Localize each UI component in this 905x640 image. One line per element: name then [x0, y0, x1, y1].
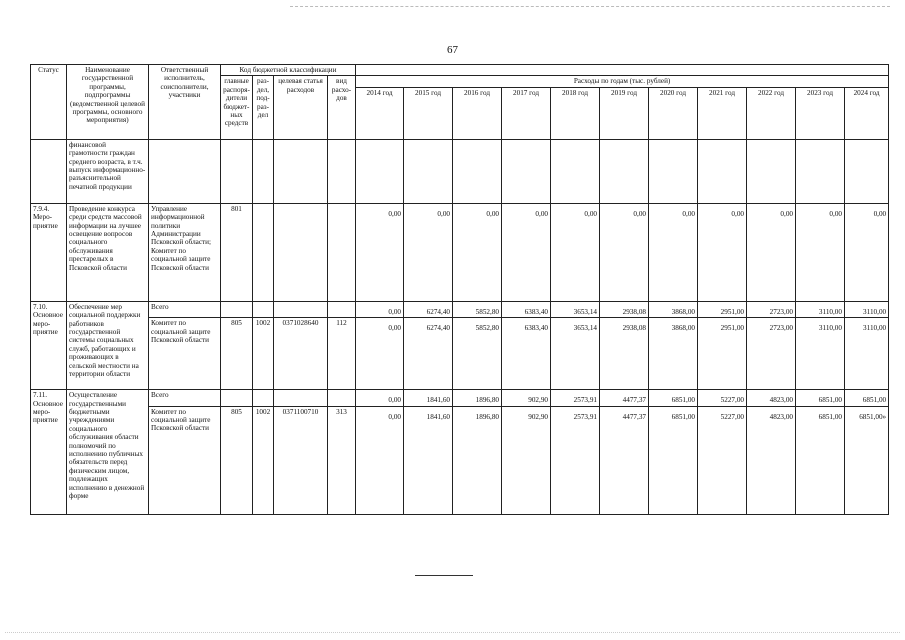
header-executor: Ответственный исполнитель, соисполнители, участники: [149, 65, 221, 140]
cell-value: 3110,00: [845, 318, 889, 390]
cell-value: 6851,00: [649, 406, 698, 514]
cell-vr: 112: [328, 318, 356, 390]
cell-csr: [274, 301, 328, 317]
cell-value: [698, 139, 747, 203]
cell-executor: [149, 139, 221, 203]
cell-value: [502, 139, 551, 203]
cell-executor: Всего: [149, 301, 221, 317]
cell-name: Осуществление государственными бюджетными учреждениями социального обслуживания области полномочий по исполнению публичных обязательств перед физическим лицом, подлежащих исполнению в денежной форме: [67, 390, 149, 514]
cell-grbs: [221, 390, 253, 406]
table-row: [31, 203, 889, 301]
cell-value: 0,00: [453, 203, 502, 301]
cell-value: 902,90: [502, 390, 551, 406]
cell-value: [796, 139, 845, 203]
cell-value: 4823,00: [747, 390, 796, 406]
budget-table: [30, 64, 889, 515]
table-body: [31, 139, 889, 514]
cell-value: 6383,40: [502, 318, 551, 390]
cell-grbs: 801: [221, 203, 253, 301]
cell-value: 6851,00: [796, 406, 845, 514]
header-year: 2024 год: [845, 87, 889, 139]
cell-value: [404, 139, 453, 203]
table-row: [31, 390, 889, 406]
cell-value: 3110,00: [796, 301, 845, 317]
cell-value: 4823,00: [747, 406, 796, 514]
cell-rzpr: [253, 301, 274, 317]
header-status: Статус: [31, 65, 67, 140]
footer-rule: [415, 575, 473, 576]
cell-value: 2951,00: [698, 318, 747, 390]
cell-vr: [328, 203, 356, 301]
cell-value: 5852,80: [453, 301, 502, 317]
cell-value: [845, 139, 889, 203]
cell-vr: [328, 139, 356, 203]
cell-csr: 0371100710: [274, 406, 328, 514]
cell-name: Обеспечение мер социальной поддержки работников государственной системы социальных служб, работающих и проживающих в сельской местности на территории области: [67, 301, 149, 389]
cell-status: 7.9.4. Меро-приятие: [31, 203, 67, 301]
cell-grbs: [221, 139, 253, 203]
cell-value: [600, 139, 649, 203]
header-expenses: Расходы по годам (тыс. рублей): [356, 76, 889, 87]
header-csr: целевая статья расходов: [274, 76, 328, 139]
header-gap: [356, 65, 889, 76]
header-name: Наименование государственной программы, подпрограммы (ведомственной целевой программы, основного мероприятия): [67, 65, 149, 140]
cell-value: 0,00: [356, 301, 404, 317]
cell-value: 0,00: [649, 203, 698, 301]
header-year: 2015 год: [404, 87, 453, 139]
header-year: 2020 год: [649, 87, 698, 139]
header-year: 2022 год: [747, 87, 796, 139]
cell-value: 2723,00: [747, 301, 796, 317]
cell-value: 6274,40: [404, 301, 453, 317]
cell-value: 1841,60: [404, 390, 453, 406]
header-year: 2019 год: [600, 87, 649, 139]
cell-value: 6274,40: [404, 318, 453, 390]
cell-value: 3653,14: [551, 318, 600, 390]
cell-csr: [274, 390, 328, 406]
cell-value: 0,00: [698, 203, 747, 301]
cell-value: 0,00: [404, 203, 453, 301]
cell-value: 902,90: [502, 406, 551, 514]
cell-value: 6851,00: [796, 390, 845, 406]
header-year: 2017 год: [502, 87, 551, 139]
cell-value: 6383,40: [502, 301, 551, 317]
cell-value: 5227,00: [698, 406, 747, 514]
table-row: [31, 301, 889, 317]
cell-status: 7.10. Основное меро-приятие: [31, 301, 67, 389]
cell-value: [453, 139, 502, 203]
cell-executor: Комитет по социальной защите Псковской области: [149, 318, 221, 390]
cell-value: 0,00: [551, 203, 600, 301]
table-row: [31, 406, 889, 514]
cell-value: 2573,91: [551, 406, 600, 514]
cell-value: 0,00: [845, 203, 889, 301]
cell-csr: [274, 203, 328, 301]
cell-value: 2723,00: [747, 318, 796, 390]
cell-value: 3110,00: [796, 318, 845, 390]
cell-value: 6851,00: [649, 390, 698, 406]
cell-value: 3868,00: [649, 318, 698, 390]
cell-value: 5852,80: [453, 318, 502, 390]
cell-value: 4477,37: [600, 406, 649, 514]
cell-value: 3868,00: [649, 301, 698, 317]
cell-rzpr: [253, 203, 274, 301]
cell-rzpr: [253, 139, 274, 203]
cell-value: 1896,80: [453, 406, 502, 514]
cell-value: 0,00: [356, 203, 404, 301]
cell-value: 5227,00: [698, 390, 747, 406]
cell-value: 2938,08: [600, 318, 649, 390]
cell-value: 1896,80: [453, 390, 502, 406]
cell-grbs: [221, 301, 253, 317]
cell-value: 6851,00»: [845, 406, 889, 514]
cell-value: 3653,14: [551, 301, 600, 317]
cell-value: 3110,00: [845, 301, 889, 317]
header-year: 2018 год: [551, 87, 600, 139]
cell-value: [356, 139, 404, 203]
header-grbs: главные распоря-дители бюджет-ных средств: [221, 76, 253, 139]
header-year: 2023 год: [796, 87, 845, 139]
cell-value: 0,00: [796, 203, 845, 301]
cell-value: 4477,37: [600, 390, 649, 406]
cell-value: 0,00: [356, 390, 404, 406]
cell-executor: Управление информационной политики Администрации Псковской области; Комитет по социальной защите Псковской области: [149, 203, 221, 301]
cell-grbs: 805: [221, 318, 253, 390]
header-year: 2016 год: [453, 87, 502, 139]
cell-grbs: 805: [221, 406, 253, 514]
cell-value: 0,00: [747, 203, 796, 301]
cell-name: Проведение конкурса среди средств массовой информации на лучшее освещение вопросов социального обслуживания престарелых в Псковской области: [67, 203, 149, 301]
cell-vr: [328, 390, 356, 406]
cell-vr: 313: [328, 406, 356, 514]
header-rzpr: раз-дел, под-раз-дел: [253, 76, 274, 139]
cell-executor: Всего: [149, 390, 221, 406]
cell-value: 0,00: [356, 406, 404, 514]
scan-bottom-edge: [5, 632, 900, 633]
cell-vr: [328, 301, 356, 317]
cell-csr: [274, 139, 328, 203]
table-row: [31, 139, 889, 203]
cell-value: 2938,08: [600, 301, 649, 317]
cell-csr: 0371028640: [274, 318, 328, 390]
header-year: 2014 год: [356, 87, 404, 139]
scan-top-edge: [290, 6, 890, 7]
cell-value: 0,00: [600, 203, 649, 301]
page-number: 67: [447, 44, 458, 56]
cell-value: 1841,60: [404, 406, 453, 514]
cell-value: 2951,00: [698, 301, 747, 317]
cell-rzpr: 1002: [253, 406, 274, 514]
cell-value: 0,00: [356, 318, 404, 390]
header-budget-code: Код бюджетной классификации: [221, 65, 356, 76]
cell-status: [31, 139, 67, 203]
cell-value: [551, 139, 600, 203]
header-year: 2021 год: [698, 87, 747, 139]
cell-executor: Комитет по социальной защите Псковской области: [149, 406, 221, 514]
table-row: [31, 318, 889, 390]
cell-value: [747, 139, 796, 203]
cell-value: 6851,00: [845, 390, 889, 406]
cell-value: [649, 139, 698, 203]
cell-rzpr: 1002: [253, 318, 274, 390]
cell-rzpr: [253, 390, 274, 406]
cell-name: финансовой грамотности граждан среднего возраста, в т.ч. выпуск информационно-разъяснительной печатной продукции: [67, 139, 149, 203]
cell-status: 7.11. Основное меро-приятие: [31, 390, 67, 514]
cell-value: 2573,91: [551, 390, 600, 406]
header-vr: вид расхо-дов: [328, 76, 356, 139]
cell-value: 0,00: [502, 203, 551, 301]
